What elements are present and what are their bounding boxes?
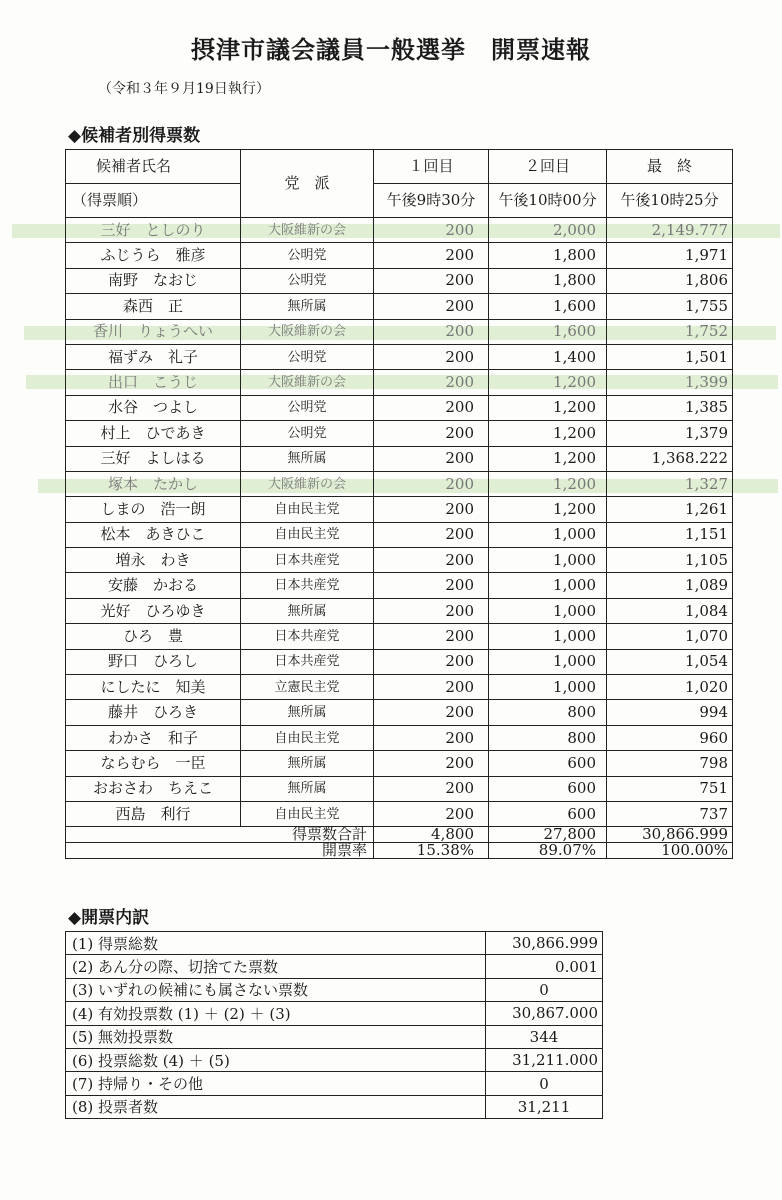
table-row — [66, 370, 733, 395]
candidate-party: 自由民主党 — [241, 497, 374, 522]
breakdown-table — [65, 931, 603, 1119]
header-round2-time: 午後10時00分 — [489, 184, 607, 218]
table-row — [66, 294, 733, 319]
candidate-party: 大阪維新の会 — [241, 370, 374, 395]
round1-votes: 200 — [374, 725, 489, 750]
final-votes: 960 — [607, 725, 733, 750]
final-votes: 1,971 — [607, 243, 733, 268]
round1-votes: 200 — [374, 700, 489, 725]
breakdown-row — [66, 1002, 603, 1025]
table-row — [66, 446, 733, 471]
final-votes: 1,379 — [607, 421, 733, 446]
candidate-name: 安藤 かおる — [66, 573, 241, 598]
table-row — [66, 624, 733, 649]
round1-votes: 200 — [374, 649, 489, 674]
header-round2: ２回目 — [489, 150, 607, 184]
round1-votes: 200 — [374, 243, 489, 268]
round1-votes: 200 — [374, 776, 489, 801]
candidate-name: 増永 わき — [66, 548, 241, 573]
final-votes: 1,151 — [607, 522, 733, 547]
candidate-name: しまの 浩一朗 — [66, 497, 241, 522]
table-row — [66, 471, 733, 496]
totals-label: 得票数合計 — [66, 827, 374, 843]
candidate-name: 森西 正 — [66, 294, 241, 319]
candidate-party: 大阪維新の会 — [241, 471, 374, 496]
round1-votes: 200 — [374, 675, 489, 700]
candidate-name: ひろ 豊 — [66, 624, 241, 649]
header-name-sub: （得票順） — [66, 184, 241, 218]
final-votes: 1,368.222 — [607, 446, 733, 471]
election-date: （令和３年９月19日執行） — [98, 81, 270, 97]
breakdown-value: 30,866.999 — [486, 932, 603, 955]
round2-votes: 1,200 — [489, 471, 607, 496]
breakdown-label: (1) 得票総数 — [66, 932, 486, 955]
rate-round2: 89.07% — [489, 843, 607, 859]
round2-votes: 2,000 — [489, 218, 607, 243]
candidate-name: わかさ 和子 — [66, 725, 241, 750]
candidate-party: 無所属 — [241, 776, 374, 801]
final-votes: 2,149.777 — [607, 218, 733, 243]
candidate-party: 無所属 — [241, 751, 374, 776]
round2-votes: 1,800 — [489, 268, 607, 293]
breakdown-value: 31,211.000 — [486, 1048, 603, 1071]
table-row — [66, 395, 733, 420]
round2-votes: 1,600 — [489, 319, 607, 344]
round2-votes: 800 — [489, 700, 607, 725]
round1-votes: 200 — [374, 218, 489, 243]
breakdown-row — [66, 1025, 603, 1048]
candidate-party: 公明党 — [241, 268, 374, 293]
table-row — [66, 218, 733, 243]
breakdown-value: 0 — [486, 1072, 603, 1095]
final-votes: 1,752 — [607, 319, 733, 344]
round2-votes: 1,000 — [489, 675, 607, 700]
table-row — [66, 675, 733, 700]
candidate-party: 公明党 — [241, 344, 374, 369]
breakdown-value: 0 — [486, 978, 603, 1001]
round2-votes: 600 — [489, 776, 607, 801]
candidate-party: 公明党 — [241, 421, 374, 446]
final-votes: 798 — [607, 751, 733, 776]
round2-votes: 1,200 — [489, 497, 607, 522]
candidate-party: 自由民主党 — [241, 522, 374, 547]
document-title: 摂津市議会議員一般選挙 開票速報 — [191, 36, 591, 64]
breakdown-label: (5) 無効投票数 — [66, 1025, 486, 1048]
candidate-party: 公明党 — [241, 243, 374, 268]
final-votes: 1,020 — [607, 675, 733, 700]
header-round1: １回目 — [374, 150, 489, 184]
header-party: 党 派 — [241, 150, 374, 218]
round1-votes: 200 — [374, 344, 489, 369]
candidate-name: 西島 利行 — [66, 801, 241, 826]
totals-row — [66, 827, 733, 843]
final-votes: 751 — [607, 776, 733, 801]
candidate-party: 自由民主党 — [241, 801, 374, 826]
breakdown-row — [66, 932, 603, 955]
final-votes: 1,105 — [607, 548, 733, 573]
candidate-name: 光好 ひろゆき — [66, 598, 241, 623]
round2-votes: 1,000 — [489, 624, 607, 649]
table-row — [66, 344, 733, 369]
candidate-party: 日本共産党 — [241, 573, 374, 598]
header-name — [66, 150, 241, 184]
candidate-party: 無所属 — [241, 294, 374, 319]
round1-votes: 200 — [374, 446, 489, 471]
table-row — [66, 243, 733, 268]
candidate-name: 塚本 たかし — [66, 471, 241, 496]
candidate-name: 村上 ひであき — [66, 421, 241, 446]
round2-votes: 1,000 — [489, 598, 607, 623]
table-row — [66, 751, 733, 776]
candidate-name: ふじうら 雅彦 — [66, 243, 241, 268]
table-row — [66, 497, 733, 522]
candidate-name: ならむら 一臣 — [66, 751, 241, 776]
table-row — [66, 725, 733, 750]
round2-votes: 600 — [489, 801, 607, 826]
round1-votes: 200 — [374, 573, 489, 598]
rate-row — [66, 843, 733, 859]
round2-votes: 1,600 — [489, 294, 607, 319]
candidate-votes-table — [65, 149, 733, 859]
table-row — [66, 700, 733, 725]
breakdown-label: (4) 有効投票数 (1) ＋ (2) ＋ (3) — [66, 1002, 486, 1025]
candidate-name: 福ずみ 礼子 — [66, 344, 241, 369]
round1-votes: 200 — [374, 801, 489, 826]
breakdown-label: (8) 投票者数 — [66, 1095, 486, 1118]
round1-votes: 200 — [374, 268, 489, 293]
round2-votes: 1,000 — [489, 649, 607, 674]
candidate-party: 公明党 — [241, 395, 374, 420]
final-votes: 1,806 — [607, 268, 733, 293]
breakdown-value: 0.001 — [486, 955, 603, 978]
round2-votes: 1,200 — [489, 370, 607, 395]
round1-votes: 200 — [374, 370, 489, 395]
candidate-party: 無所属 — [241, 700, 374, 725]
breakdown-value: 344 — [486, 1025, 603, 1048]
breakdown-row — [66, 978, 603, 1001]
round1-votes: 200 — [374, 471, 489, 496]
round2-votes: 1,000 — [489, 573, 607, 598]
final-votes: 1,327 — [607, 471, 733, 496]
round1-votes: 200 — [374, 497, 489, 522]
candidate-party: 日本共産党 — [241, 548, 374, 573]
section-heading-candidates: ◆候補者別得票数 — [68, 126, 201, 146]
final-votes: 737 — [607, 801, 733, 826]
candidate-name: 出口 こうじ — [66, 370, 241, 395]
header-final: 最 終 — [607, 150, 733, 184]
breakdown-label: (2) あん分の際、切捨てた票数 — [66, 955, 486, 978]
breakdown-value: 31,211 — [486, 1095, 603, 1118]
candidate-name: 野口 ひろし — [66, 649, 241, 674]
round1-votes: 200 — [374, 395, 489, 420]
round1-votes: 200 — [374, 319, 489, 344]
candidate-party: 日本共産党 — [241, 624, 374, 649]
candidate-party: 自由民主党 — [241, 725, 374, 750]
candidate-party: 大阪維新の会 — [241, 319, 374, 344]
breakdown-label: (6) 投票総数 (4) ＋ (5) — [66, 1048, 486, 1071]
table-row — [66, 421, 733, 446]
table-row — [66, 801, 733, 826]
table-row — [66, 548, 733, 573]
candidate-party: 無所属 — [241, 598, 374, 623]
final-votes: 1,261 — [607, 497, 733, 522]
table-row — [66, 649, 733, 674]
candidate-name: 香川 りょうへい — [66, 319, 241, 344]
final-votes: 1,501 — [607, 344, 733, 369]
table-row — [66, 776, 733, 801]
totals-round2: 27,800 — [489, 827, 607, 843]
table-row — [66, 268, 733, 293]
totals-round1: 4,800 — [374, 827, 489, 843]
candidate-name: 三好 よしはる — [66, 446, 241, 471]
candidate-party: 大阪維新の会 — [241, 218, 374, 243]
candidate-party: 立憲民主党 — [241, 675, 374, 700]
section-heading-breakdown: ◆開票内訳 — [68, 908, 150, 928]
breakdown-label: (3) いずれの候補にも属さない票数 — [66, 978, 486, 1001]
round1-votes: 200 — [374, 421, 489, 446]
rate-final: 100.00% — [607, 843, 733, 859]
round2-votes: 1,800 — [489, 243, 607, 268]
breakdown-value: 30,867.000 — [486, 1002, 603, 1025]
breakdown-row — [66, 1048, 603, 1071]
candidate-party: 日本共産党 — [241, 649, 374, 674]
round2-votes: 1,200 — [489, 421, 607, 446]
final-votes: 994 — [607, 700, 733, 725]
final-votes: 1,070 — [607, 624, 733, 649]
round2-votes: 600 — [489, 751, 607, 776]
candidate-name: 水谷 つよし — [66, 395, 241, 420]
candidate-name: 三好 としのり — [66, 218, 241, 243]
round1-votes: 200 — [374, 548, 489, 573]
breakdown-row — [66, 955, 603, 978]
candidate-name: 藤井 ひろき — [66, 700, 241, 725]
round1-votes: 200 — [374, 522, 489, 547]
header-name-label: 候補者氏名 — [96, 157, 172, 175]
table-row — [66, 319, 733, 344]
candidate-name: 南野 なおじ — [66, 268, 241, 293]
breakdown-label: (7) 持帰り・その他 — [66, 1072, 486, 1095]
table-row — [66, 522, 733, 547]
candidate-name: にしたに 知美 — [66, 675, 241, 700]
header-final-time: 午後10時25分 — [607, 184, 733, 218]
round1-votes: 200 — [374, 294, 489, 319]
totals-final: 30,866.999 — [607, 827, 733, 843]
round2-votes: 1,400 — [489, 344, 607, 369]
round2-votes: 1,000 — [489, 548, 607, 573]
round2-votes: 1,200 — [489, 395, 607, 420]
candidate-name: おおさわ ちえこ — [66, 776, 241, 801]
round2-votes: 800 — [489, 725, 607, 750]
rate-label: 開票率 — [66, 843, 374, 859]
breakdown-row — [66, 1072, 603, 1095]
table-row — [66, 598, 733, 623]
rate-round1: 15.38% — [374, 843, 489, 859]
round1-votes: 200 — [374, 751, 489, 776]
candidate-name: 松本 あきひこ — [66, 522, 241, 547]
final-votes: 1,399 — [607, 370, 733, 395]
round2-votes: 1,200 — [489, 446, 607, 471]
round2-votes: 1,000 — [489, 522, 607, 547]
candidate-party: 無所属 — [241, 446, 374, 471]
table-row — [66, 573, 733, 598]
round1-votes: 200 — [374, 598, 489, 623]
final-votes: 1,385 — [607, 395, 733, 420]
final-votes: 1,054 — [607, 649, 733, 674]
header-round1-time: 午後9時30分 — [374, 184, 489, 218]
round1-votes: 200 — [374, 624, 489, 649]
final-votes: 1,084 — [607, 598, 733, 623]
final-votes: 1,089 — [607, 573, 733, 598]
final-votes: 1,755 — [607, 294, 733, 319]
breakdown-row — [66, 1095, 603, 1118]
